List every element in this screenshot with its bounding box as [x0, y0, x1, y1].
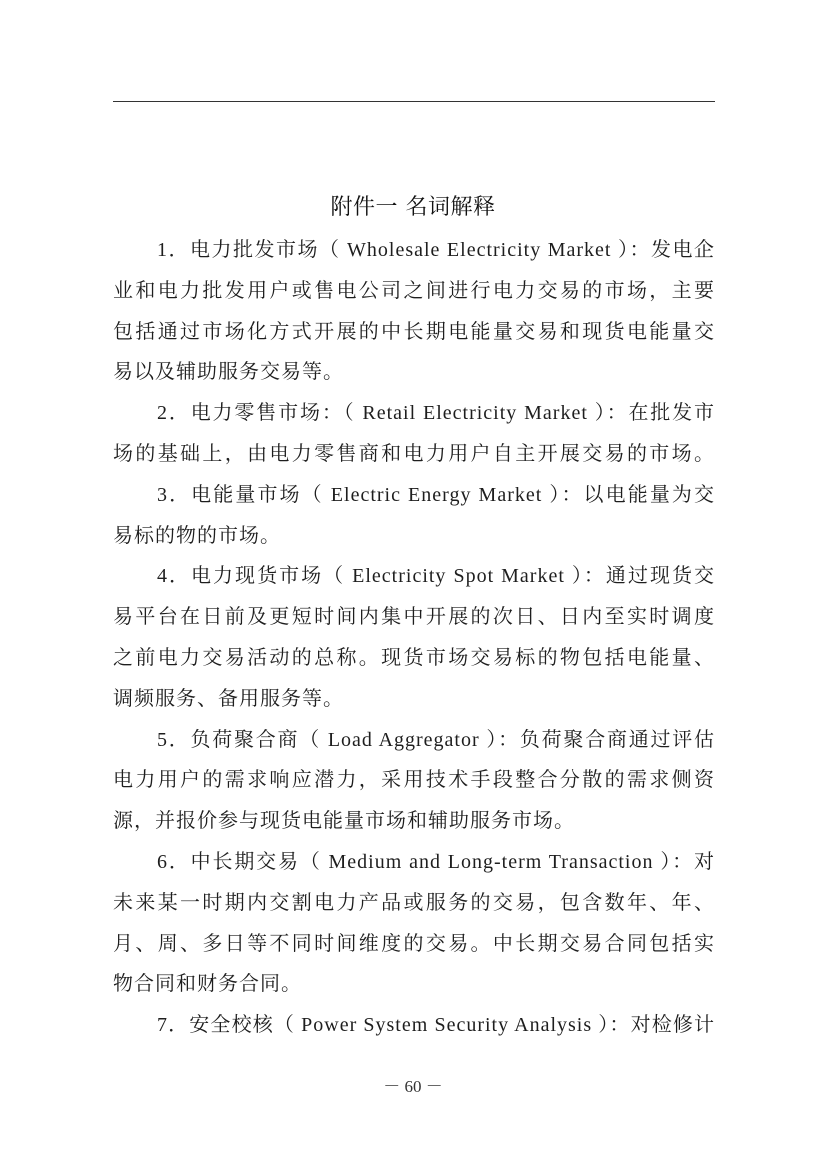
paragraph-line: 易标的物的市场。 — [113, 524, 281, 547]
term-5 — [113, 720, 715, 842]
paragraph-line: 3．电能量市场（ Electric Energy Market ）：以电能量为交 — [157, 483, 715, 506]
term-4 — [113, 556, 715, 719]
paragraph-line: 1．电力批发市场（ Wholesale Electricity Market ）：发电企 — [157, 239, 715, 261]
paragraph-line: 5．负荷聚合商（ Load Aggregator ）：负荷聚合商通过评估 — [157, 728, 715, 751]
term-7 — [113, 1005, 715, 1046]
paragraph-line: 易平台在日前及更短时间内集中开展的次日、日内至实时调度 — [113, 606, 715, 629]
page-number: － 60 － — [383, 1077, 443, 1096]
term-2 — [113, 393, 715, 475]
paragraph-line: 业和电力批发用户或售电公司之间进行电力交易的市场，主要 — [113, 279, 715, 302]
paragraph-line: 调频服务、备用服务等。 — [113, 687, 344, 710]
paragraph-line: 易以及辅助服务交易等。 — [113, 361, 344, 384]
page-title: 附件一 名词解释 — [330, 195, 496, 220]
paragraph-line: 6．中长期交易（ Medium and Long-term Transaction ）：对 — [157, 850, 715, 873]
paragraph-line: 电力用户的需求响应潜力，采用技术手段整合分散的需求侧资 — [113, 769, 715, 792]
header-rule — [113, 101, 715, 102]
paragraph-line: 2．电力零售市场：（ Retail Electricity Market ）：在批发市 — [157, 402, 715, 425]
term-6 — [113, 842, 715, 1005]
paragraph-line: 源，并报价参与现货电能量市场和辅助服务市场。 — [113, 810, 575, 833]
term-3 — [113, 475, 715, 557]
paragraph-line: 之前电力交易活动的总称。现货市场交易标的物包括电能量、 — [113, 646, 715, 669]
paragraph-line: 未来某一时期内交割电力产品或服务的交易，包含数年、年、 — [113, 891, 715, 914]
paragraph-line: 物合同和财务合同。 — [113, 973, 302, 996]
document-body — [113, 230, 715, 1046]
term-1 — [113, 230, 715, 393]
paragraph-line: 4．电力现货市场（ Electricity Spot Market ）：通过现货交 — [157, 565, 715, 588]
paragraph-line: 包括通过市场化方式开展的中长期电能量交易和现货电能量交 — [113, 320, 715, 343]
paragraph-line: 7．安全校核（ Power System Security Analysis ）：对检修计 — [157, 1014, 715, 1037]
paragraph-line: 月、周、多日等不同时间维度的交易。中长期交易合同包括实 — [113, 932, 715, 955]
paragraph-line: 场的基础上，由电力零售商和电力用户自主开展交易的市场。 — [113, 442, 715, 465]
